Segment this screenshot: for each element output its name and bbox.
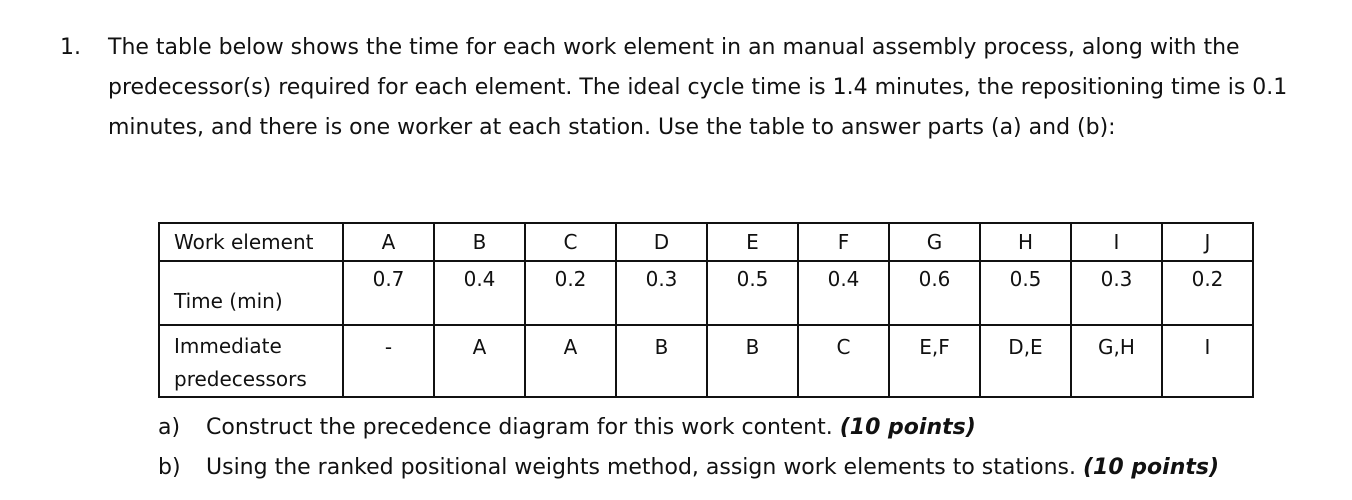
element-cell: J	[1162, 223, 1253, 261]
part-b	[158, 448, 1219, 488]
part-text: Using the ranked positional weights method, assign work elements to stations.	[206, 455, 1083, 480]
element-cell: B	[434, 223, 525, 261]
part-text-wrap	[206, 448, 1219, 488]
problem-text: The table below shows the time for each work element in an manual assembly process, along with the predecessor(s) required for each element. The ideal cycle time is 1.4 minutes, the repositioning time is 0.1 minutes, and there is one worker at each station. Use the table to answer parts (a) and (b):	[108, 35, 1288, 140]
row-label-predecessors: Immediate predecessors	[159, 325, 343, 397]
predecessor-cell: G,H	[1071, 325, 1162, 397]
time-cell: 0.3	[616, 261, 707, 325]
time-cell: 0.7	[343, 261, 434, 325]
element-cell: H	[980, 223, 1071, 261]
question-parts	[158, 408, 1219, 488]
predecessor-cell: A	[525, 325, 616, 397]
time-cell: 0.4	[434, 261, 525, 325]
predecessors-row	[159, 325, 1253, 397]
part-letter: b)	[158, 455, 181, 480]
points-label: (10 points)	[839, 415, 976, 440]
element-cell: C	[525, 223, 616, 261]
part-letter: a)	[158, 415, 181, 440]
time-cell: 0.2	[1162, 261, 1253, 325]
predecessor-cell: B	[707, 325, 798, 397]
element-cell: A	[343, 223, 434, 261]
element-cell: I	[1071, 223, 1162, 261]
part-text-wrap	[206, 408, 976, 448]
problem-statement	[60, 28, 1320, 148]
part-a	[158, 408, 1219, 448]
element-cell: G	[889, 223, 980, 261]
predecessor-cell: D,E	[980, 325, 1071, 397]
work-element-table	[158, 222, 1254, 398]
predecessor-cell: C	[798, 325, 889, 397]
element-cell: D	[616, 223, 707, 261]
precedence-table	[158, 222, 1254, 398]
predecessor-cell: B	[616, 325, 707, 397]
time-cell: 0.5	[980, 261, 1071, 325]
time-cell: 0.5	[707, 261, 798, 325]
row-label-time: Time (min)	[159, 261, 343, 325]
predecessor-cell: I	[1162, 325, 1253, 397]
element-cell: F	[798, 223, 889, 261]
time-row	[159, 261, 1253, 325]
time-cell: 0.4	[798, 261, 889, 325]
problem-number: 1.	[60, 35, 81, 60]
predecessor-cell: E,F	[889, 325, 980, 397]
element-cell: E	[707, 223, 798, 261]
time-cell: 0.6	[889, 261, 980, 325]
part-text: Construct the precedence diagram for this work content.	[206, 415, 840, 440]
time-cell: 0.2	[525, 261, 616, 325]
time-cell: 0.3	[1071, 261, 1162, 325]
row-label-work-element: Work element	[159, 223, 343, 261]
points-label: (10 points)	[1082, 455, 1220, 480]
work-element-row	[159, 223, 1253, 261]
predecessor-cell: -	[343, 325, 434, 397]
predecessor-cell: A	[434, 325, 525, 397]
